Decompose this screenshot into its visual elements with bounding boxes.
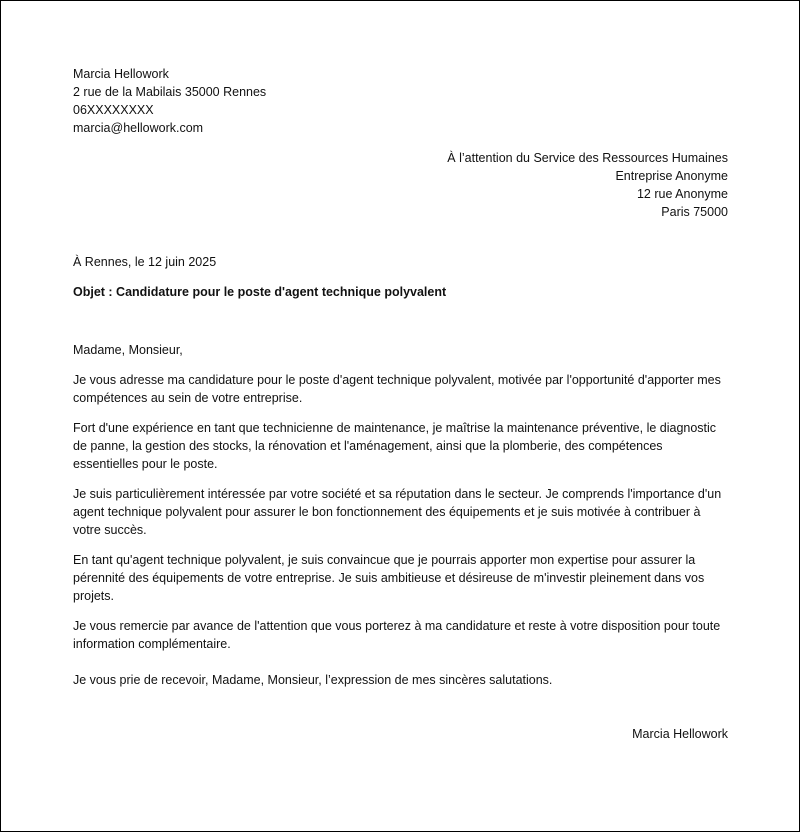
letter-body	[73, 65, 728, 743]
subject-line: Objet : Candidature pour le poste d'agent technique polyvalent	[73, 285, 447, 299]
paragraph-text: En tant qu'agent technique polyvalent, je suis convaincue que je pourrais apporter mon expertise pour assurer la pérennité des équipements de votre entreprise. Je suis ambitieuse et désireuse de m'investir pleinement dans vos projets.	[73, 553, 705, 603]
closing-formula: Je vous prie de recevoir, Madame, Monsieur, l’expression de mes sincères salutations.	[73, 673, 553, 687]
sender-email: marcia@hellowork.com	[73, 121, 204, 135]
recipient-attention: À l’attention du Service des Ressources Humaines	[447, 151, 728, 165]
paragraph-text: Je suis particulièrement intéressée par votre société et sa réputation dans le secteur. Je comprends l'importance d'un agent technique polyvalent pour assurer le bon fonctionnement des équipements et je suis motivée à contribuer à votre succès.	[73, 487, 722, 537]
paragraph	[73, 371, 728, 407]
date-line: À Rennes, le 12 juin 2025	[73, 255, 217, 269]
recipient-company: Entreprise Anonyme	[615, 169, 728, 183]
sender-block	[73, 65, 728, 137]
paragraph	[73, 485, 728, 539]
sender-name: Marcia Hellowork	[73, 67, 169, 81]
signature: Marcia Hellowork	[632, 727, 728, 741]
paragraph-text: Je vous adresse ma candidature pour le poste d'agent technique polyvalent, motivée par l'opportunité d'apporter mes compétences au sein de votre entreprise.	[73, 373, 721, 405]
salutation: Madame, Monsieur,	[73, 343, 183, 357]
paragraph	[73, 617, 728, 653]
recipient-city: Paris 75000	[661, 205, 728, 219]
paragraph	[73, 551, 728, 605]
paragraph-text: Je vous remercie par avance de l'attention que vous porterez à ma candidature et reste à votre disposition pour toute information complémentaire.	[73, 619, 721, 651]
sender-address: 2 rue de la Mabilais 35000 Rennes	[73, 85, 267, 99]
sender-phone: 06XXXXXXXX	[73, 103, 154, 117]
recipient-street: 12 rue Anonyme	[636, 187, 728, 201]
paragraph-text: Fort d'une expérience en tant que technicienne de maintenance, je maîtrise la maintenance préventive, le diagnostic de panne, la gestion des stocks, la rénovation et l'aménagement, ainsi que la plomberie, des compétences essentielles pour le poste.	[73, 421, 717, 471]
paragraph	[73, 419, 728, 473]
recipient-block	[73, 149, 728, 221]
